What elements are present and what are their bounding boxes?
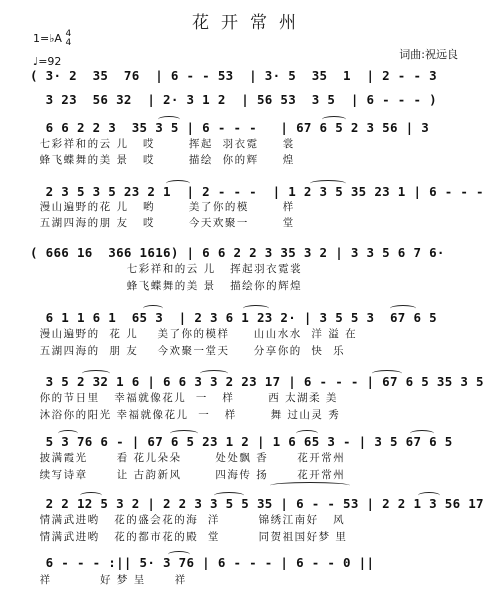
- time-signature: [65, 30, 71, 48]
- key-letter: A: [54, 32, 62, 45]
- slur-mark: [243, 305, 269, 312]
- slur-mark: [270, 482, 350, 489]
- lyric-line: 七彩祥和的云 儿 哎 挥起 羽衣霓 裳: [30, 138, 295, 150]
- slur-mark: [296, 430, 318, 437]
- key-label: 1=: [33, 32, 50, 45]
- lyric-line: 七彩祥和的云 儿 挥起羽衣霓裳: [30, 263, 303, 275]
- lyric-line: 蜂飞蝶舞的美 景 描绘你的辉煌: [30, 280, 303, 292]
- lyric-line: 蜂飞蝶舞的美 景 哎 描绘 你的辉 煌: [30, 154, 295, 166]
- notation-line: 6 6 2 2 3 35 3 5 | 6 - - - | 67 6 5 2 3 56 | 3: [30, 120, 430, 135]
- lyric-line: 情满武进哟 花的盛会花的海 洋 锦绣江南好 风: [30, 514, 346, 526]
- slur-mark: [410, 430, 434, 437]
- lyric-line: 沐浴你的阳光 幸福就像花儿 一 样 舞 过山灵 秀: [30, 409, 341, 421]
- notation-line: ( 666 16 366 1616) | 6 6 2 2 3 35 3 2 | 3 3 5 6 7 6·: [30, 245, 445, 260]
- lyric-line: 漫山遍野的 花 儿 美了你的模样 山山水水 洋 溢 在: [30, 328, 358, 340]
- slur-mark: [372, 370, 402, 377]
- slur-mark: [158, 116, 180, 123]
- lyric-line: 续写诗章 让 古韵新风 四海传 扬 花开常州: [30, 469, 346, 481]
- lyric-line: 你的节日里 幸福就像花儿 一 样 西 太湖柔 美: [30, 392, 338, 404]
- lyric-line: 五湖四海的 朋 友 今欢聚一堂天 分享你的 快 乐: [30, 345, 346, 357]
- slur-mark: [418, 492, 440, 499]
- notation-line: 2 3 5 3 5 23 2 1 | 2 - - - | 1 2 3 5 35 23 1 | 6 - - -: [30, 184, 484, 199]
- tempo-marking: ♩=92: [33, 55, 62, 68]
- lyric-line: 披满霞光 看 花儿朵朵 处处飘 香 花开常州: [30, 452, 346, 464]
- slur-mark: [58, 430, 78, 437]
- time-top: 4: [65, 29, 72, 39]
- lyric-line: 情满武进哟 花的都市花的殿 堂 同贺祖国好梦 里: [30, 531, 348, 543]
- lyric-line: 祥 好 梦 呈 祥: [30, 574, 187, 586]
- song-title: 花开常州: [192, 13, 308, 33]
- notation-line: 3 23 56 32 | 2· 3 1 2 | 56 53 3 5 | 6 - - - ): [30, 92, 437, 107]
- slur-mark: [200, 370, 228, 377]
- slur-mark: [168, 551, 190, 558]
- slur-mark: [80, 492, 102, 499]
- key-signature: [33, 30, 71, 48]
- notation-line: 2 2 12 5 3 2 | 2 2 3 3 5 5 35 | 6 - - 53 | 2 2 1 3 56 17: [30, 496, 484, 511]
- notation-line: 3 5 2 32 1 6 | 6 6 3 3 2 23 17 | 6 - - - | 67 6 5 35 3 5: [30, 374, 484, 389]
- slur-mark: [166, 180, 190, 187]
- slur-mark: [322, 116, 346, 123]
- slur-mark: [82, 370, 110, 377]
- notation-line: 5 3 76 6 - | 67 6 5 23 1 2 | 1 6 65 3 - | 3 5 67 6 5: [30, 434, 453, 449]
- lyric-line: 漫山遍野的花 儿 哟 美了你的模 样: [30, 201, 295, 213]
- notation-line: 6 1 1 6 1 65 3 | 2 3 6 1 23 2· | 3 5 5 3 67 6 5: [30, 310, 437, 325]
- composer-credit: 词曲:祝远良: [399, 48, 458, 61]
- slur-mark: [143, 305, 163, 312]
- key-flat: ♭: [49, 32, 55, 45]
- slur-mark: [214, 492, 244, 499]
- time-bottom: 4: [65, 38, 72, 48]
- notation-line: ( 3· 2 35 76 | 6 - - 53 | 3· 5 35 1 | 2 - - 3: [30, 68, 437, 83]
- slur-mark: [170, 430, 198, 437]
- notation-line: 6 - - - :|| 5· 3 76 | 6 - - - | 6 - - 0 ||: [30, 555, 375, 570]
- slur-mark: [310, 180, 346, 187]
- lyric-line: 五湖四海的朋 友 哎 今天欢聚一 堂: [30, 217, 295, 229]
- slur-mark: [390, 305, 416, 312]
